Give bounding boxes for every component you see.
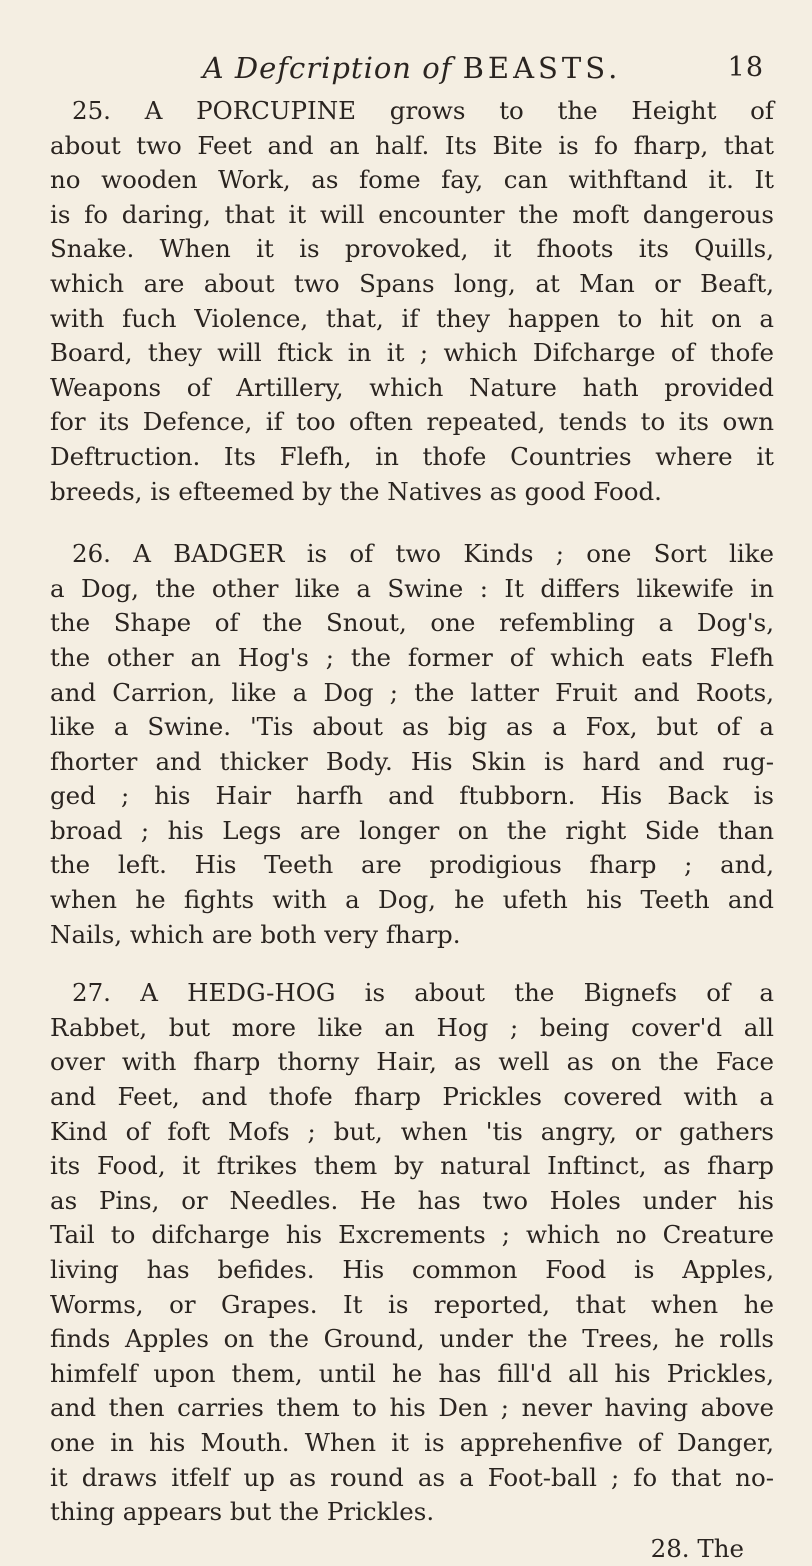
text-line: the other an Hog's ; the former of which eats Flefh <box>50 642 774 672</box>
text-line: and Carrion, like a Dog ; the latter Fruit and Roots, <box>50 677 774 707</box>
text-line: breeds, is efteemed by the Natives as good Food. <box>50 476 662 506</box>
running-head <box>50 50 774 94</box>
text-line: the left. His Teeth are prodigious fharp ; and, <box>50 850 774 880</box>
paragraph-gap <box>50 952 774 976</box>
text-line: as Pins, or Needles. He has two Holes under his <box>50 1185 774 1215</box>
text-line: Tail to difcharge his Excrements ; which no Creature <box>50 1220 774 1250</box>
text-line: living has befides. His common Food is Apples, <box>50 1255 774 1284</box>
text-line: which are about two Spans long, at Man or Beaft, <box>50 268 774 298</box>
text-line: fhorter and thicker Body. His Skin is hard and rug- <box>50 746 774 776</box>
text-line: like a Swine. 'Tis about as big as a Fox, but of a <box>50 712 774 742</box>
running-head-italic: A Defcription of <box>202 51 453 85</box>
page-number: 18 <box>727 52 764 83</box>
text-line: Nails, which are both very fharp. <box>50 919 461 949</box>
text-line: thing appears but the Prickles. <box>50 1497 435 1527</box>
text-line: one in his Mouth. When it is apprehenfive of Danger, <box>50 1427 774 1457</box>
text-line: its Food, it ftrikes them by natural Inftinct, as fharp <box>50 1151 774 1181</box>
text-line: no wooden Work, as fome fay, can withftand it. It <box>50 165 774 195</box>
paragraph-porcupine <box>50 94 774 509</box>
text-line: broad ; his Legs are longer on the right Side than <box>50 815 774 845</box>
text-line: 25. A PORCUPINE grows to the Height of <box>72 96 774 125</box>
text-line: with fuch Violence, that, if they happen to hit on a <box>50 303 774 333</box>
text-line: Board, they will ftick in it ; which Difcharge of thofe <box>50 338 774 368</box>
text-line: over with fharp thorny Hair, as well as on the Face <box>50 1047 774 1077</box>
text-line: about two Feet and an half. Its Bite is fo fharp, that <box>50 130 774 160</box>
text-line: himfelf upon them, until he has fill'd all his Prickles, <box>50 1358 774 1388</box>
text-line: is fo daring, that it will encounter the moft dangerous <box>50 199 774 229</box>
text-line: a Dog, the other like a Swine : It differs likewife in <box>50 573 774 603</box>
paragraph-gap <box>50 509 774 537</box>
text-line: Snake. When it is provoked, it fhoots its Quills, <box>50 234 774 264</box>
text-line: the Shape of the Snout, one refembling a Dog's, <box>50 608 774 638</box>
text-line: Deftruction. Its Flefh, in thofe Countries where it <box>50 441 774 471</box>
text-line: and then carries them to his Den ; never having above <box>50 1393 774 1423</box>
paragraph-hedgehog <box>50 976 774 1530</box>
catchword: 28. The <box>650 1533 744 1563</box>
text-line: finds Apples on the Ground, under the Trees, he rolls <box>50 1324 774 1354</box>
paragraph-badger <box>50 537 774 952</box>
text-line: Rabbet, but more like an Hog ; being cover'd all <box>50 1012 774 1042</box>
running-head-caps: BEASTS. <box>462 51 622 85</box>
text-line: for its Defence, if too often repeated, tends to its own <box>50 407 774 437</box>
text-line: Worms, or Grapes. It is reported, that when he <box>50 1289 774 1319</box>
text-line: 26. A BADGER is of two Kinds ; one Sort like <box>72 539 774 569</box>
text-line: Weapons of Artillery, which Nature hath provided <box>50 372 774 402</box>
text-line: 27. A HEDG-HOG is about the Bignefs of a <box>72 978 774 1008</box>
text-line: and Feet, and thofe fharp Prickles covered with a <box>50 1082 774 1112</box>
text-line: when he fights with a Dog, he ufeth his Teeth and <box>50 885 774 915</box>
text-line: it draws itfelf up as round as a Foot-ball ; fo that no- <box>50 1462 774 1492</box>
text-line: Kind of foft Mofs ; but, when 'tis angry, or gathers <box>50 1116 774 1146</box>
text-line: ged ; his Hair harfh and ftubborn. His Back is <box>50 781 774 811</box>
